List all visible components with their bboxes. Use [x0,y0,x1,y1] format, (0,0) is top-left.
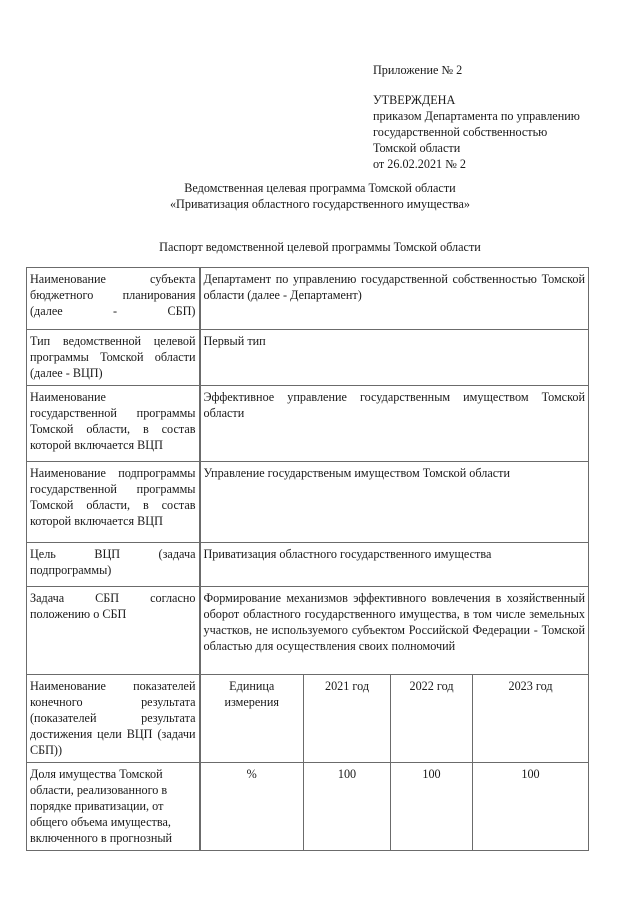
row-value: Приватизация областного государственного имущества [200,543,589,587]
program-title-line1: Ведомственная целевая программа Томской области [184,181,456,195]
table-row [27,268,589,330]
indicator-value: 100 [304,763,391,851]
table-row [27,386,589,462]
appendix-number: Приложение № 2 [373,63,463,77]
table-row [27,587,589,675]
row-label: Задача СБП согласно положению о СБП [27,587,200,675]
table-row [27,462,589,543]
row-value: Формирование механизмов эффективного вовлечения в хозяйственный оборот областного государственного имущества, в том числе земельных участков, не используемого субъектом Российской Федерации - Томской областью для осуществления своих полномочий [200,587,589,675]
approval-stamp [373,62,580,172]
row-label: Наименование подпрограммы государственной программы Томской области, в состав которой включается ВЦП [27,462,200,543]
row-label: Наименование субъекта бюджетного планирования (далее - СБП) [27,268,200,330]
approval-line: Томской области [373,141,461,155]
approval-date: от 26.02.2021 № 2 [373,157,466,171]
row-value: Эффективное управление государственным имуществом Томской области [200,386,589,462]
year-header: 2022 год [391,675,473,763]
indicator-unit: % [200,763,304,851]
table-row [27,330,589,386]
indicators-header-row [27,675,589,763]
passport-title: Паспорт ведомственной целевой программы Томской области [159,240,481,254]
row-value: Департамент по управлению государственной собственностью Томской области (далее - Департамент) [200,268,589,330]
indicator-value: 100 [391,763,473,851]
program-title-line2: «Приватизация областного государственного имущества» [169,197,471,211]
row-value: Первый тип [200,330,589,386]
table-row [27,543,589,587]
unit-header: Единица измерения [200,675,304,763]
approval-line: приказом Департамента по управлению [373,109,580,123]
row-label: Тип ведомственной целевой программы Томской области (далее - ВЦП) [27,330,200,386]
program-title [0,180,640,212]
year-header: 2023 год [473,675,589,763]
approval-line: государственной собственностью [373,125,548,139]
passport-table [26,267,589,851]
indicators-row [27,763,589,851]
approved-label: УТВЕРЖДЕНА [373,93,456,107]
row-value: Управление государственым имуществом Томской области [200,462,589,543]
indicators-header-label: Наименование показателей конечного результата (показателей результата достижения цели ВЦП (задачи СБП)) [27,675,200,763]
row-label: Наименование государственной программы Томской области, в состав которой включается ВЦП [27,386,200,462]
year-header: 2021 год [304,675,391,763]
indicator-value: 100 [473,763,589,851]
row-label: Цель ВЦП (задача подпрограммы) [27,543,200,587]
indicator-label: Доля имущества Томской области, реализованного в порядке приватизации, от общего объема имущества, включенного в прогнозный [27,763,200,851]
